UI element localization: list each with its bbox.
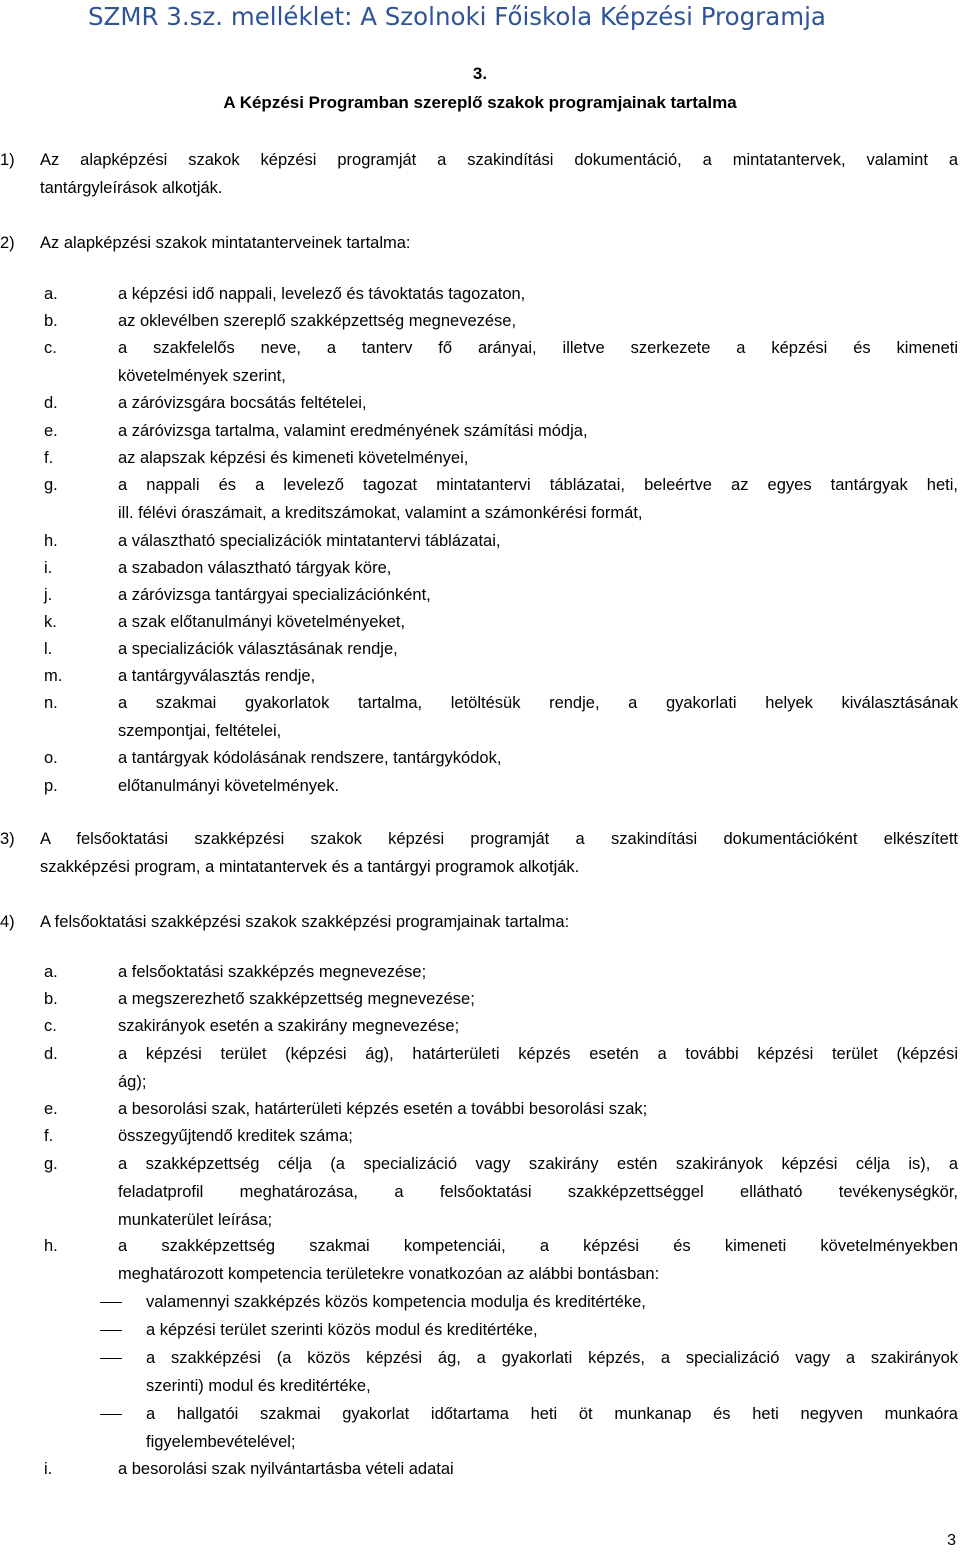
paragraph-number: 4) [0, 913, 15, 931]
list-marker: d. [44, 1045, 58, 1063]
list-line: a nappali és a levelező tagozat mintatantervi táblázatai, beleértve az egyes tantárgyak heti, [118, 476, 958, 494]
dash-line: figyelembevételével; [146, 1433, 296, 1451]
list-item [44, 417, 958, 445]
list-marker: h. [44, 532, 58, 550]
list-item [44, 1095, 958, 1123]
list-marker: c. [44, 1017, 57, 1035]
list-item [44, 471, 958, 527]
list-line: ill. félévi óraszámait, a kreditszámokat, valamint a számonkérési formát, [118, 504, 643, 522]
list-marker: p. [44, 777, 58, 795]
dash-bullet-icon [100, 1414, 122, 1415]
list-item [44, 662, 958, 690]
list-item [44, 1455, 958, 1483]
list-text: a szak előtanulmányi követelményeket, [118, 613, 406, 631]
list-line: munkaterület leírása; [118, 1211, 273, 1229]
list-item [44, 772, 958, 800]
list-item [44, 334, 958, 390]
list-marker: f. [44, 1127, 54, 1145]
list-text: a záróvizsgára bocsátás feltételei, [118, 394, 367, 412]
list-line: a szakmai gyakorlatok tartalma, letöltésük rendje, a gyakorlati helyek kiválasztásának [118, 694, 958, 712]
list-marker: e. [44, 1100, 58, 1118]
list-line: a szakfelelős neve, a tanterv fő arányai, illetve szerkezete a képzési és kimeneti [118, 339, 958, 357]
list-line: szempontjai, feltételei, [118, 722, 282, 740]
list-text: a szabadon választható tárgyak köre, [118, 559, 392, 577]
paragraph-line: tantárgyleírások alkotják. [40, 179, 223, 197]
list-marker: h. [44, 1237, 58, 1255]
page-number: 3 [947, 1532, 956, 1549]
list-line: a szakképzettség szakmai kompetenciái, a képzési és kimeneti követelményekben [118, 1237, 958, 1255]
list-text: a választható specializációk mintatantervi táblázatai, [118, 532, 501, 550]
list-marker: i. [44, 559, 53, 577]
list-line: meghatározott kompetencia területekre vonatkozóan az alábbi bontásban: [118, 1265, 660, 1283]
list-marker: n. [44, 694, 58, 712]
document-header: SZMR 3.sz. melléklet: A Szolnoki Főiskola Képzési Programja [88, 2, 826, 31]
paragraph-text: A felsőoktatási szakképzési szakok szakképzési programjainak tartalma: [40, 913, 570, 931]
list-item [44, 554, 958, 582]
list-item [44, 1150, 958, 1234]
list-item [44, 1232, 958, 1288]
paragraph-3 [0, 825, 958, 881]
list-marker: c. [44, 339, 57, 357]
list-text: a felsőoktatási szakképzés megnevezése; [118, 963, 427, 981]
dash-item [146, 1400, 958, 1456]
list-text: a záróvizsga tartalma, valamint eredményének számítási módja, [118, 422, 588, 440]
list-line: követelmények szerint, [118, 367, 286, 385]
list-text: az alapszak képzési és kimeneti követelményei, [118, 449, 469, 467]
list-text: az oklevélben szereplő szakképzettség megnevezése, [118, 312, 517, 330]
list-item [44, 744, 958, 772]
list-text: a záróvizsga tantárgyai specializációnként, [118, 586, 431, 604]
list-text: szakirányok esetén a szakirány megnevezése; [118, 1017, 460, 1035]
list-item [44, 985, 958, 1013]
list-item [44, 527, 958, 555]
list-text: a képzési idő nappali, levelező és távoktatás tagozaton, [118, 285, 526, 303]
list-text: a besorolási szak, határterületi képzés esetén a további besorolási szak; [118, 1100, 648, 1118]
dash-bullet-icon [100, 1302, 122, 1303]
list-marker: e. [44, 422, 58, 440]
dash-item [146, 1344, 958, 1400]
list-item [44, 1012, 958, 1040]
list-marker: b. [44, 312, 58, 330]
list-marker: d. [44, 394, 58, 412]
list-text: a tantárgyválasztás rendje, [118, 667, 316, 685]
dash-text: valamennyi szakképzés közös kompetencia modulja és kreditértéke, [146, 1293, 646, 1311]
section-number: 3. [472, 64, 488, 83]
paragraph-1 [0, 146, 958, 202]
section-title: A Képzési Programban szereplő szakok programjainak tartalma [223, 93, 737, 112]
list-marker: g. [44, 1155, 58, 1173]
list-text: a tantárgyak kódolásának rendszere, tantárgykódok, [118, 749, 502, 767]
list-item [44, 280, 958, 308]
list-item [44, 635, 958, 663]
list-item [44, 958, 958, 986]
list-text: a specializációk választásának rendje, [118, 640, 398, 658]
list-marker: l. [44, 640, 53, 658]
list-line: a szakképzettség célja (a specializáció vagy szakirány estén szakirányok képzési célja is), a [118, 1155, 958, 1173]
paragraph-2 [0, 229, 958, 257]
list-item [44, 1040, 958, 1096]
list-marker: b. [44, 990, 58, 1008]
list-marker: m. [44, 667, 63, 685]
dash-bullet-icon [100, 1330, 122, 1331]
list-marker: g. [44, 476, 58, 494]
list-item [44, 307, 958, 335]
list-marker: i. [44, 1460, 53, 1478]
dash-line: a szakképzési (a közös képzési ág, a gyakorlati képzés, a specializáció vagy a szakirányok [146, 1349, 958, 1367]
paragraph-number: 3) [0, 830, 15, 848]
list-item [44, 689, 958, 745]
dash-bullet-icon [100, 1358, 122, 1359]
list-marker: j. [44, 586, 53, 604]
list-marker: f. [44, 449, 54, 467]
list-line: feladatprofil meghatározása, a felsőoktatási szakképzettséggel ellátható tevékenységkör, [118, 1183, 958, 1201]
paragraph-line: Az alapképzési szakok képzési programját a szakindítási dokumentáció, a mintatantervek, valamint a [40, 151, 958, 169]
list-marker: a. [44, 963, 58, 981]
dash-text: a képzési terület szerinti közös modul és kreditértéke, [146, 1321, 538, 1339]
list-line: ág); [118, 1073, 147, 1091]
list-text: a megszerezhető szakképzettség megnevezése; [118, 990, 475, 1008]
list-item [44, 608, 958, 636]
list-line: a képzési terület (képzési ág), határterületi képzés esetén a további képzési terület (képzési [118, 1045, 958, 1063]
paragraph-line: szakképzési program, a mintatantervek és a tantárgyi programok alkotják. [40, 858, 580, 876]
list-text: a besorolási szak nyilvántartásba vételi adatai [118, 1460, 454, 1478]
dash-line: a hallgatói szakmai gyakorlat időtartama heti öt munkanap és heti negyven munkaóra [146, 1405, 958, 1423]
dash-item [146, 1316, 958, 1344]
list-item [44, 581, 958, 609]
dash-line: szerinti) modul és kreditértéke, [146, 1377, 371, 1395]
dash-item [146, 1288, 958, 1316]
list-marker: k. [44, 613, 57, 631]
paragraph-4 [0, 908, 958, 936]
paragraph-number: 1) [0, 151, 15, 169]
list-item [44, 389, 958, 417]
list-text: összegyűjtendő kreditek száma; [118, 1127, 353, 1145]
paragraph-line: A felsőoktatási szakképzési szakok képzési programját a szakindítási dokumentációként elkészített [40, 830, 958, 848]
list-item [44, 444, 958, 472]
list-item [44, 1122, 958, 1150]
paragraph-text: Az alapképzési szakok mintatanterveinek tartalma: [40, 234, 411, 252]
list-marker: o. [44, 749, 58, 767]
paragraph-number: 2) [0, 234, 15, 252]
list-text: előtanulmányi követelmények. [118, 777, 340, 795]
list-marker: a. [44, 285, 58, 303]
